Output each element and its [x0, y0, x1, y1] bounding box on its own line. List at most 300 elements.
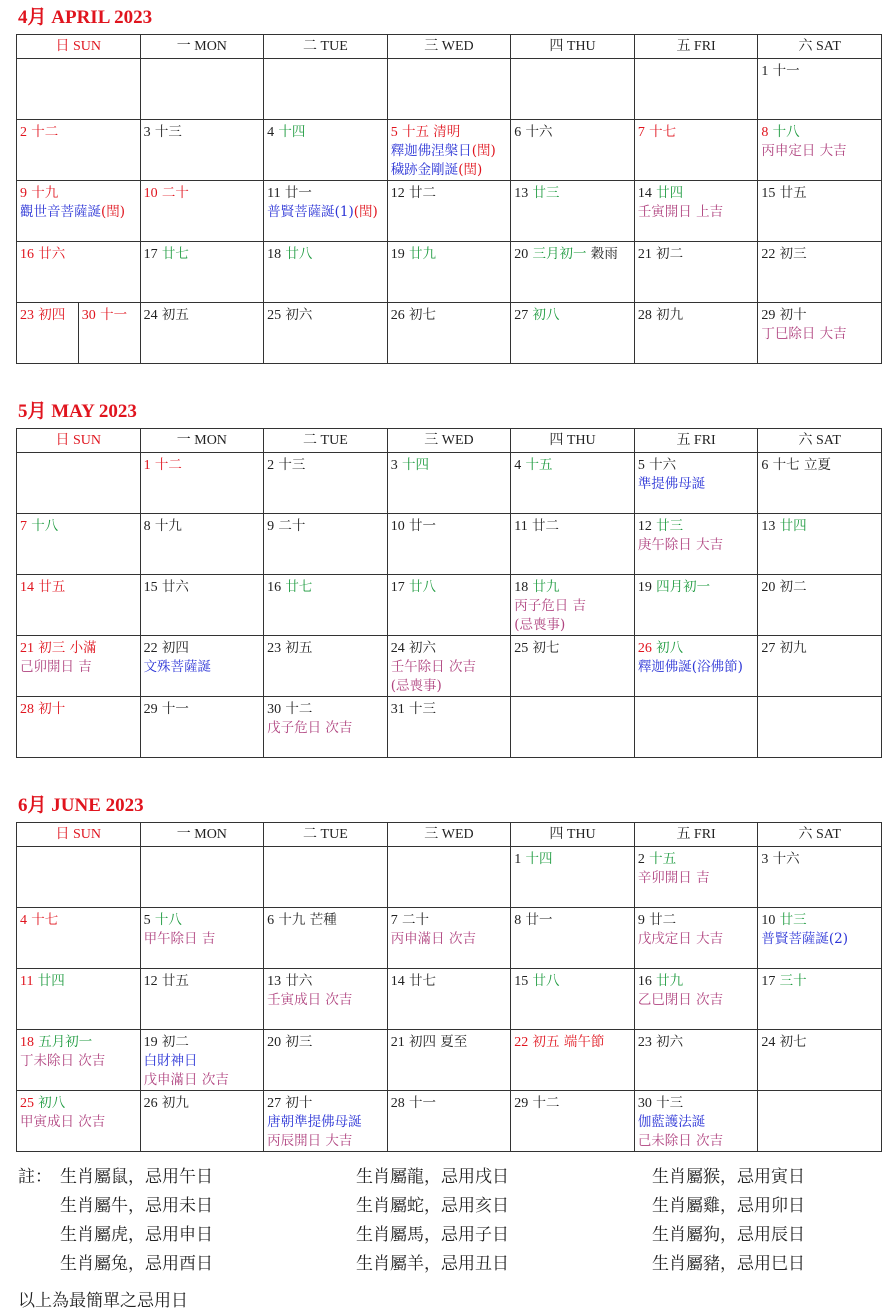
day-header — [144, 123, 262, 142]
zodiac-note-cell — [356, 1250, 652, 1279]
event-line — [391, 142, 509, 161]
day-cell — [140, 453, 264, 514]
day-header — [267, 639, 385, 658]
event-line — [514, 616, 632, 635]
event-text: 唐朝準提佛母誕 — [267, 1114, 362, 1130]
event-line — [391, 658, 509, 677]
day-header — [267, 1033, 385, 1052]
day-header — [514, 184, 632, 203]
lunar-date: 廿八 — [532, 973, 560, 989]
day-header — [144, 517, 262, 536]
day-content — [635, 453, 758, 494]
day-number: 22 — [143, 641, 158, 656]
day-header — [20, 700, 138, 719]
day-number: 25 — [267, 308, 282, 323]
day-number: 21 — [20, 641, 34, 656]
day-cell — [387, 908, 511, 969]
day-number: 11 — [20, 974, 34, 989]
day-header — [267, 700, 385, 719]
day-content — [635, 1030, 758, 1052]
day-cell — [264, 636, 388, 697]
day-header — [761, 184, 879, 203]
day-cell — [17, 242, 141, 303]
day-content — [388, 120, 511, 180]
week-row — [17, 303, 882, 364]
day-header — [391, 911, 509, 930]
zodiac-note-cell — [356, 1221, 652, 1250]
day-number: 15 — [143, 580, 158, 595]
event-text: 穢跡金剛誕 — [390, 162, 459, 178]
event-line — [761, 930, 879, 949]
day-content — [511, 453, 634, 475]
event-text: 戊申滿日 — [143, 1072, 198, 1088]
day-cell — [634, 120, 758, 181]
lunar-date: 廿一 — [284, 185, 312, 201]
weekday-header: 三 WED — [387, 429, 511, 453]
solar-term: 立夏 — [803, 457, 831, 473]
day-content — [635, 636, 758, 677]
zodiac-note-cell — [652, 1221, 805, 1250]
day-number: 5 — [390, 125, 398, 140]
day-header — [391, 700, 509, 719]
day-content — [141, 453, 264, 475]
day-number: 15 — [514, 974, 529, 989]
weekday-header: 日 SUN — [17, 823, 141, 847]
day-content — [635, 303, 758, 325]
zodiac-note-text: 生肖屬豬，忌用巳日 — [652, 1254, 805, 1274]
lunar-date: 廿八 — [408, 579, 436, 595]
lunar-date: 十一 — [100, 307, 128, 323]
zodiac-note-text: 生肖屬猴，忌用寅日 — [652, 1167, 805, 1187]
day-content — [264, 181, 387, 222]
event-text: 庚午除日 — [637, 537, 692, 553]
day-header — [391, 517, 509, 536]
day-header — [144, 972, 262, 991]
day-number: 26 — [637, 641, 652, 656]
weekday-header-row — [17, 35, 882, 59]
day-number: 29 — [514, 1096, 529, 1111]
day-header — [638, 972, 756, 991]
event-line — [267, 719, 385, 738]
day-cell — [264, 514, 388, 575]
month-calendar-table — [16, 428, 882, 758]
day-content — [141, 636, 264, 677]
day-cell — [17, 514, 141, 575]
day-number: 13 — [514, 186, 529, 201]
lunar-date: 廿六 — [161, 579, 189, 595]
week-row — [17, 1030, 882, 1091]
empty-day-cell — [634, 59, 758, 120]
day-header — [144, 245, 262, 264]
lunar-date: 十七 — [649, 124, 677, 140]
event-text: 觀世音菩薩誕 — [20, 204, 101, 220]
day-content — [511, 514, 634, 536]
day-cell — [17, 1091, 141, 1152]
day-number: 26 — [390, 308, 405, 323]
day-header — [638, 1033, 756, 1052]
day-number: 16 — [637, 974, 652, 989]
day-content — [635, 908, 758, 949]
note-prefix: 註： — [18, 1167, 52, 1187]
zodiac-note-cell — [18, 1163, 356, 1192]
week-row — [17, 969, 882, 1030]
day-number: 7 — [637, 125, 645, 140]
event-suffix: (閏) — [458, 162, 483, 178]
weekday-header: 二 TUE — [264, 35, 388, 59]
lunar-date: 廿五 — [161, 973, 189, 989]
split-day-half — [17, 303, 78, 363]
day-number: 8 — [143, 519, 151, 534]
zodiac-note-text: 生肖屬狗，忌用辰日 — [652, 1225, 805, 1245]
weekday-header: 六 SAT — [758, 429, 882, 453]
zodiac-note-cell — [356, 1192, 652, 1221]
weekday-header: 四 THU — [511, 823, 635, 847]
day-cell — [758, 969, 882, 1030]
day-number: 19 — [390, 247, 405, 262]
week-row — [17, 636, 882, 697]
lunar-date: 初六 — [285, 307, 313, 323]
day-cell — [17, 181, 141, 242]
day-header — [761, 1033, 879, 1052]
event-line — [638, 1132, 756, 1151]
weekday-header: 一 MON — [140, 429, 264, 453]
day-number: 12 — [637, 519, 652, 534]
day-cell — [387, 969, 511, 1030]
day-number: 3 — [390, 458, 398, 473]
day-number: 6 — [761, 458, 769, 473]
day-cell — [511, 303, 635, 364]
lunar-date: 十三 — [408, 701, 436, 717]
day-cell — [634, 575, 758, 636]
day-header — [391, 1033, 509, 1052]
day-content — [141, 120, 264, 142]
day-content — [264, 303, 387, 325]
day-content — [17, 303, 78, 325]
day-cell — [140, 908, 264, 969]
event-text: 丙申定日 — [761, 143, 816, 159]
day-number: 18 — [514, 580, 529, 595]
lunar-date: 十八 — [31, 518, 59, 534]
lunar-date: 十五 — [649, 851, 677, 867]
weekday-header: 二 TUE — [264, 823, 388, 847]
day-number: 14 — [20, 580, 34, 595]
zodiac-note-text: 生肖屬鼠，忌用午日 — [60, 1167, 213, 1187]
lunar-date: 廿七 — [161, 246, 189, 262]
day-cell — [387, 303, 511, 364]
day-content — [17, 514, 140, 536]
day-header — [514, 306, 632, 325]
day-number: 2 — [267, 458, 275, 473]
event-text: 普賢菩薩誕(2) — [761, 931, 848, 947]
lunar-date: 初五 — [285, 640, 313, 656]
day-cell — [17, 636, 141, 697]
day-number: 28 — [390, 1096, 405, 1111]
day-cell — [758, 59, 882, 120]
day-number: 17 — [390, 580, 405, 595]
event-suffix: 次吉 — [78, 1114, 106, 1130]
event-suffix: 吉 — [696, 870, 710, 886]
lunar-date: 十四 — [278, 124, 306, 140]
event-text: 釋迦佛誕(浴佛節) — [637, 659, 743, 675]
event-line — [144, 1052, 262, 1071]
event-text: 釋迦佛涅槃日 — [390, 143, 472, 159]
day-cell — [387, 514, 511, 575]
zodiac-note-text: 生肖屬馬，忌用子日 — [356, 1225, 509, 1245]
lunar-date: 初四 — [38, 307, 66, 323]
zodiac-note-cell — [18, 1192, 356, 1221]
day-header — [391, 578, 509, 597]
day-header — [514, 850, 632, 869]
event-suffix: 次吉 — [448, 931, 476, 947]
weekday-header: 五 FRI — [634, 429, 758, 453]
day-header — [514, 911, 632, 930]
lunar-date: 十七 — [772, 457, 800, 473]
day-cell — [758, 514, 882, 575]
day-cell — [387, 575, 511, 636]
day-cell — [140, 1030, 264, 1091]
day-header — [638, 184, 756, 203]
month-title: 5月 MAY 2023 — [18, 401, 137, 422]
day-header — [514, 123, 632, 142]
lunar-date: 十三 — [154, 124, 182, 140]
event-suffix: 次吉 — [325, 720, 353, 736]
event-suffix: 次吉 — [696, 992, 724, 1008]
day-content — [758, 847, 881, 869]
event-text: 壬寅成日 — [267, 992, 322, 1008]
day-content — [388, 575, 511, 597]
day-number: 5 — [143, 913, 151, 928]
day-header — [638, 517, 756, 536]
day-content — [511, 908, 634, 930]
week-row — [17, 847, 882, 908]
day-number: 16 — [20, 247, 34, 262]
month-calendar-table — [16, 822, 882, 1152]
day-content — [758, 242, 881, 264]
day-number: 5 — [637, 458, 645, 473]
event-line — [761, 325, 879, 344]
empty-day-cell — [17, 59, 141, 120]
zodiac-note-cell — [652, 1163, 805, 1192]
day-cell — [634, 242, 758, 303]
empty-day-cell — [758, 1091, 882, 1152]
event-text: 普賢菩薩誕(1) — [267, 204, 354, 220]
day-number: 28 — [637, 308, 652, 323]
day-cell — [511, 847, 635, 908]
day-content — [264, 969, 387, 1010]
day-number: 2 — [20, 125, 27, 140]
day-cell — [140, 697, 264, 758]
month-title: 4月 APRIL 2023 — [18, 7, 153, 28]
day-cell — [264, 697, 388, 758]
lunar-date: 廿七 — [285, 579, 313, 595]
lunar-date: 廿二 — [408, 185, 436, 201]
day-cell — [758, 636, 882, 697]
day-cell — [634, 1091, 758, 1152]
day-content — [388, 697, 511, 719]
lunar-date: 十五 — [525, 457, 553, 473]
solar-term: 端午節 — [563, 1034, 605, 1050]
day-number: 29 — [761, 308, 776, 323]
day-content — [758, 908, 881, 949]
day-cell — [264, 303, 388, 364]
day-cell — [17, 1030, 141, 1091]
lunar-date: 廿六 — [285, 973, 313, 989]
zodiac-note-text: 生肖屬龍，忌用戌日 — [356, 1167, 509, 1187]
week-row — [17, 120, 882, 181]
day-content — [635, 1091, 758, 1151]
day-number: 10 — [390, 519, 405, 534]
day-content — [511, 181, 634, 203]
zodiac-note-text: 生肖屬虎，忌用申日 — [60, 1225, 213, 1245]
event-line — [514, 597, 632, 616]
day-content — [388, 1030, 511, 1052]
day-cell — [264, 575, 388, 636]
day-cell — [264, 120, 388, 181]
day-content — [141, 181, 264, 203]
day-header — [20, 517, 138, 536]
weekday-header: 三 WED — [387, 35, 511, 59]
day-header — [20, 245, 138, 264]
day-content — [511, 120, 634, 142]
split-day-half — [78, 303, 140, 363]
day-content — [17, 1030, 140, 1071]
event-text: 伽藍護法誕 — [637, 1114, 706, 1130]
day-content — [17, 242, 140, 264]
zodiac-note-cell — [18, 1221, 356, 1250]
day-content — [141, 969, 264, 991]
lunar-date: 十六 — [525, 124, 553, 140]
day-number: 13 — [267, 974, 282, 989]
event-text: 丙子危日 — [514, 598, 569, 614]
event-line — [391, 930, 509, 949]
day-header — [514, 456, 632, 475]
day-cell — [758, 1030, 882, 1091]
day-cell — [387, 697, 511, 758]
day-content — [388, 453, 511, 475]
day-content — [264, 636, 387, 658]
day-cell — [140, 636, 264, 697]
day-content — [758, 303, 881, 344]
day-number: 1 — [514, 852, 522, 867]
day-header — [144, 184, 262, 203]
day-content — [758, 969, 881, 991]
event-suffix: 次吉 — [448, 659, 476, 675]
day-number: 15 — [761, 186, 776, 201]
day-number: 13 — [761, 519, 776, 534]
day-cell — [140, 1091, 264, 1152]
solar-term: 小滿 — [69, 640, 97, 656]
event-text: 甲寅成日 — [20, 1114, 74, 1130]
day-number: 4 — [267, 125, 275, 140]
event-text: 戊子危日 — [267, 720, 322, 736]
lunar-date: 十三 — [656, 1095, 684, 1111]
lunar-date: 初三 — [779, 246, 807, 262]
event-suffix: (閏) — [353, 204, 378, 220]
day-cell — [17, 303, 141, 364]
day-cell — [387, 242, 511, 303]
day-content — [141, 575, 264, 597]
day-cell — [634, 1030, 758, 1091]
event-suffix: 上吉 — [696, 204, 724, 220]
day-content — [388, 1091, 511, 1113]
day-number: 20 — [267, 1035, 282, 1050]
day-cell — [264, 181, 388, 242]
day-header — [267, 1094, 385, 1113]
day-header — [514, 1094, 632, 1113]
day-cell — [511, 514, 635, 575]
lunar-date: 廿五 — [38, 579, 66, 595]
zodiac-note-cell — [18, 1250, 356, 1279]
lunar-date: 十四 — [525, 851, 553, 867]
day-number: 17 — [143, 247, 158, 262]
day-content — [511, 636, 634, 658]
day-header — [391, 1094, 509, 1113]
lunar-date: 四月初一 — [656, 579, 711, 595]
day-content — [635, 575, 758, 597]
lunar-date: 初三 — [285, 1034, 313, 1050]
day-cell — [758, 453, 882, 514]
day-number: 30 — [81, 308, 96, 323]
day-content — [141, 908, 264, 949]
lunar-date: 二十 — [161, 185, 189, 201]
day-cell — [387, 453, 511, 514]
event-suffix: (閏) — [471, 143, 496, 159]
day-header — [514, 972, 632, 991]
weekday-header: 日 SUN — [17, 35, 141, 59]
day-content — [141, 1030, 264, 1090]
empty-day-cell — [511, 59, 635, 120]
event-line — [391, 161, 509, 180]
day-cell — [17, 908, 141, 969]
event-line — [638, 203, 756, 222]
day-cell — [758, 120, 882, 181]
empty-day-cell — [387, 59, 511, 120]
day-content — [511, 303, 634, 325]
footer-note: 以上為最簡單之忌用日 — [18, 1291, 188, 1311]
day-header — [391, 245, 509, 264]
lunar-date: 初八 — [38, 1095, 66, 1111]
month-calendar-table — [16, 34, 882, 364]
day-cell — [140, 575, 264, 636]
day-cell — [634, 847, 758, 908]
day-cell — [264, 242, 388, 303]
lunar-date: 初八 — [656, 640, 684, 656]
day-number: 25 — [514, 641, 529, 656]
day-header — [267, 578, 385, 597]
day-number: 24 — [143, 308, 158, 323]
day-header — [638, 306, 756, 325]
day-content — [635, 847, 758, 888]
day-content — [264, 1091, 387, 1151]
day-cell — [511, 1030, 635, 1091]
day-header — [761, 456, 879, 475]
zodiac-note-cell — [652, 1250, 805, 1279]
lunar-date: 十九 — [154, 518, 182, 534]
day-cell — [758, 242, 882, 303]
day-number: 18 — [267, 247, 282, 262]
weekday-header-row — [17, 823, 882, 847]
day-number: 3 — [761, 852, 769, 867]
day-content — [388, 242, 511, 264]
event-line — [144, 658, 262, 677]
day-number: 20 — [514, 247, 529, 262]
day-content — [264, 120, 387, 142]
day-number: 30 — [637, 1096, 652, 1111]
solar-term: 夏至 — [440, 1034, 468, 1050]
day-number: 3 — [143, 125, 151, 140]
day-header — [761, 639, 879, 658]
event-line — [638, 869, 756, 888]
